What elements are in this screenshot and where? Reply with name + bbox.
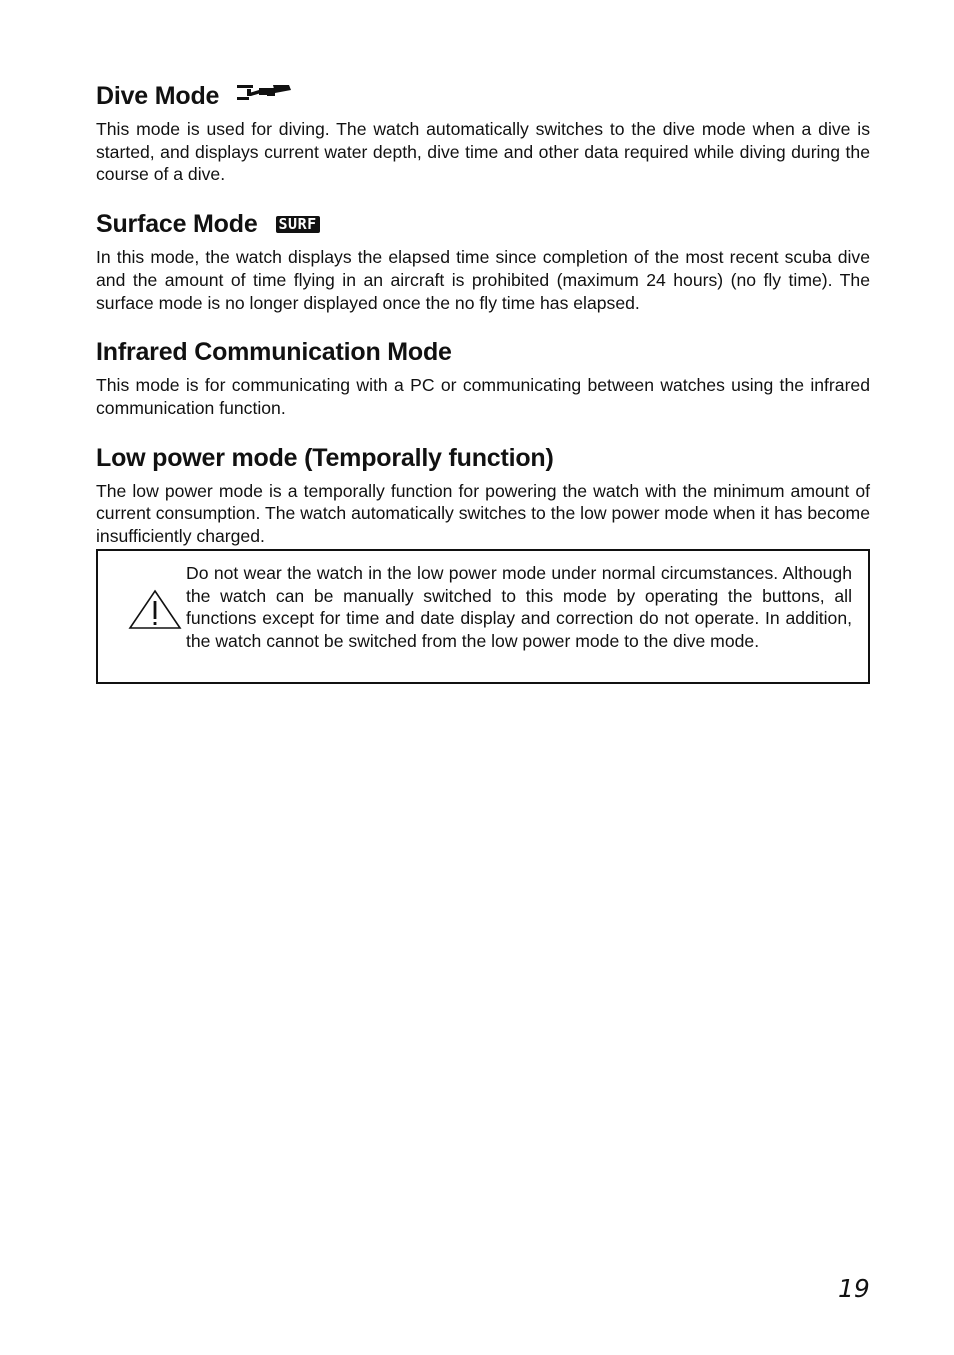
section-heading bbox=[96, 442, 870, 474]
section-heading bbox=[96, 80, 870, 112]
surf-icon: SURF bbox=[276, 216, 320, 233]
page-content bbox=[96, 80, 870, 570]
dive-mode-title: Dive Mode bbox=[96, 82, 220, 110]
low-power-mode-body: The low power mode is a temporally function for powering the watch with the minimum amount of current consumption. The watch automatically switches to the low power mode when it has become insufficiently charged. bbox=[96, 480, 870, 547]
dive-mode-body: This mode is used for diving. The watch automatically switches to the dive mode when a dive is started, and displays current water depth, dive time and other data required while diving during the course of a dive. bbox=[96, 119, 870, 185]
low-power-mode-title: Low power mode (Temporally function) bbox=[96, 443, 554, 472]
diver-icon bbox=[235, 80, 293, 112]
infrared-mode-title: Infrared Communication Mode bbox=[96, 338, 452, 367]
surface-mode-body: In this mode, the watch displays the elapsed time since completion of the most recent scuba dive and the amount of time flying in an aircraft is prohibited (maximum 24 hours) (no fly time). The surface mode is no longer displayed once the no fly time has elapsed. bbox=[96, 247, 870, 313]
caution-box bbox=[96, 549, 870, 684]
surface-mode-title: Surface Mode bbox=[96, 210, 258, 239]
section-surface-mode bbox=[96, 208, 870, 314]
section-heading bbox=[96, 336, 870, 368]
infrared-mode-body: This mode is for communicating with a PC or communicating between watches using the infrared communication function. bbox=[96, 375, 870, 418]
section-dive-mode bbox=[96, 80, 870, 186]
section-heading bbox=[96, 208, 870, 240]
section-low-power-mode bbox=[96, 442, 870, 548]
page-number: 19 bbox=[838, 1274, 870, 1303]
section-infrared-mode bbox=[96, 336, 870, 419]
warning-icon bbox=[128, 589, 182, 636]
caution-text: Do not wear the watch in the low power mode under normal circumstances. Although the watch can be manually switched to this mode by operating the buttons, all functions except for time and date display and correction do not operate. In addition, the watch cannot be switched from the low power mode to the dive mode. bbox=[186, 563, 852, 652]
